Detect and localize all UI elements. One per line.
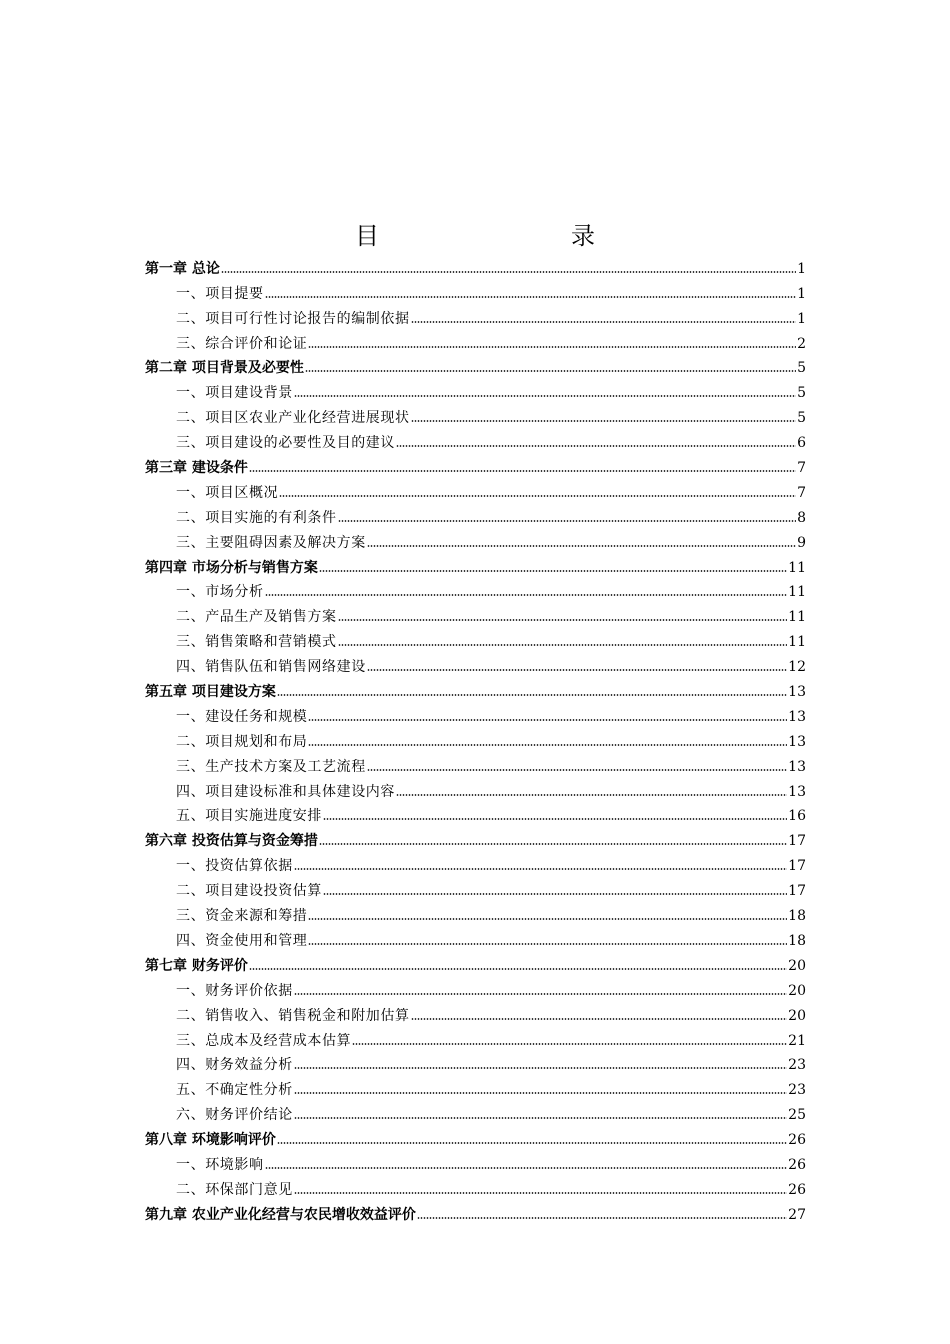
- toc-entry-label: 二、项目区农业产业化经营进展现状: [176, 410, 410, 427]
- toc-entry-label: 一、项目提要: [176, 285, 264, 302]
- toc-entry-label: 第八章 环境影响评价: [145, 1132, 276, 1149]
- toc-page-number: 13: [788, 758, 806, 775]
- dot-leader: [294, 394, 796, 398]
- toc-entry-label: 三、生产技术方案及工艺流程: [176, 758, 366, 775]
- toc-page-number: 6: [797, 435, 806, 452]
- toc-section-entry[interactable]: [145, 751, 806, 776]
- dot-leader: [338, 519, 796, 523]
- toc-section-entry[interactable]: [145, 850, 806, 875]
- toc-section-entry[interactable]: [145, 900, 806, 925]
- toc-section-entry[interactable]: [145, 328, 806, 353]
- dot-leader: [367, 668, 787, 672]
- toc-entry-label: 二、环保部门意见: [176, 1181, 293, 1198]
- toc-chapter-entry[interactable]: [145, 253, 806, 278]
- toc-page-number: 17: [788, 858, 806, 875]
- toc-section-entry[interactable]: [145, 527, 806, 552]
- toc-entry-label: 三、总成本及经营成本估算: [176, 1032, 352, 1049]
- toc-entry-label: 一、环境影响: [176, 1156, 264, 1173]
- dot-leader: [352, 1042, 787, 1046]
- toc-page-number: 13: [788, 684, 806, 701]
- toc-entry-label: 二、项目实施的有利条件: [176, 509, 337, 526]
- toc-section-entry[interactable]: [145, 577, 806, 602]
- toc-entry-label: 第五章 项目建设方案: [145, 684, 276, 701]
- toc-page-number: 27: [788, 1206, 806, 1223]
- toc-page-number: 1: [797, 260, 806, 277]
- dot-leader: [323, 817, 787, 821]
- toc-page-number: 17: [788, 833, 806, 850]
- toc-page-number: 25: [788, 1107, 806, 1124]
- dot-leader: [411, 320, 796, 324]
- toc-entry-label: 第四章 市场分析与销售方案: [145, 559, 318, 576]
- toc-entry-label: 四、销售队伍和销售网络建设: [176, 659, 366, 676]
- dot-leader: [396, 444, 796, 448]
- toc-entry-label: 第三章 建设条件: [145, 460, 248, 477]
- toc-section-entry[interactable]: [145, 875, 806, 900]
- toc-entry-label: 三、综合评价和论证: [176, 335, 308, 352]
- toc-entry-label: 一、市场分析: [176, 584, 264, 601]
- toc-chapter-entry[interactable]: [145, 452, 806, 477]
- toc-page-number: 1: [797, 285, 806, 302]
- toc-entry-label: 二、项目规划和布局: [176, 733, 308, 750]
- toc-page-number: 18: [788, 908, 806, 925]
- toc-chapter-entry[interactable]: [145, 552, 806, 577]
- toc-section-entry[interactable]: [145, 626, 806, 651]
- toc-entry-label: 一、项目建设背景: [176, 385, 293, 402]
- toc-page-number: 11: [788, 609, 806, 626]
- toc-chapter-entry[interactable]: [145, 950, 806, 975]
- dot-leader: [308, 718, 787, 722]
- dot-leader: [249, 967, 787, 971]
- dot-leader: [308, 942, 787, 946]
- dot-leader: [411, 419, 796, 423]
- dot-leader: [265, 1166, 788, 1170]
- toc-entry-label: 一、项目区概况: [176, 484, 279, 501]
- toc-entry-label: 第二章 项目背景及必要性: [145, 360, 304, 377]
- toc-chapter-entry[interactable]: [145, 825, 806, 850]
- dot-leader: [338, 618, 788, 622]
- dot-leader: [265, 295, 796, 299]
- toc-section-entry[interactable]: [145, 278, 806, 303]
- toc-page-number: 1: [797, 310, 806, 327]
- toc-chapter-entry[interactable]: [145, 1199, 806, 1224]
- toc-page-number: 16: [788, 808, 806, 825]
- dot-leader: [277, 693, 787, 697]
- toc-entry-label: 第一章 总论: [145, 260, 220, 277]
- dot-leader: [417, 1216, 787, 1220]
- toc-page-number: 8: [797, 509, 806, 526]
- toc-page-number: 2: [797, 335, 806, 352]
- dot-leader: [411, 1017, 788, 1021]
- toc-entry-label: 三、项目建设的必要性及目的建议: [176, 435, 395, 452]
- toc-entry-label: 一、财务评价依据: [176, 982, 293, 999]
- toc-title: 目 录: [355, 222, 643, 250]
- toc-section-entry[interactable]: [145, 402, 806, 427]
- toc-section-entry[interactable]: [145, 502, 806, 527]
- toc-section-entry[interactable]: [145, 925, 806, 950]
- toc-section-entry[interactable]: [145, 701, 806, 726]
- dot-leader: [367, 544, 796, 548]
- toc-entry-label: 一、投资估算依据: [176, 858, 293, 875]
- dot-leader: [367, 768, 787, 772]
- toc-entry-label: 三、销售策略和营销模式: [176, 634, 337, 651]
- toc-page-number: 13: [788, 733, 806, 750]
- toc-page-number: 23: [788, 1082, 806, 1099]
- toc-entry-label: 第六章 投资估算与资金筹措: [145, 833, 318, 850]
- dot-leader: [308, 743, 787, 747]
- toc-entry-label: 二、产品生产及销售方案: [176, 609, 337, 626]
- toc-page-number: 23: [788, 1057, 806, 1074]
- toc-page-number: 17: [788, 883, 806, 900]
- toc-section-entry[interactable]: [145, 776, 806, 801]
- dot-leader: [249, 469, 796, 473]
- toc-list: [145, 253, 806, 1224]
- toc-page-number: 5: [797, 360, 806, 377]
- toc-section-entry[interactable]: [145, 975, 806, 1000]
- toc-entry-label: 五、项目实施进度安排: [176, 808, 322, 825]
- toc-section-entry[interactable]: [145, 1149, 806, 1174]
- dot-leader: [294, 867, 787, 871]
- dot-leader: [221, 270, 796, 274]
- toc-page-number: 11: [788, 584, 806, 601]
- dot-leader: [396, 793, 787, 797]
- dot-leader: [294, 1116, 787, 1120]
- toc-page-number: 26: [788, 1132, 806, 1149]
- toc-page-number: 5: [797, 410, 806, 427]
- toc-page-number: 13: [788, 783, 806, 800]
- dot-leader: [308, 917, 787, 921]
- dot-leader: [338, 643, 788, 647]
- toc-entry-label: 五、不确定性分析: [176, 1082, 293, 1099]
- toc-page-number: 7: [797, 484, 806, 501]
- dot-leader: [305, 369, 796, 373]
- toc-page-number: 26: [788, 1156, 806, 1173]
- toc-chapter-entry[interactable]: [145, 1124, 806, 1149]
- toc-entry-label: 第七章 财务评价: [145, 957, 248, 974]
- dot-leader: [319, 842, 787, 846]
- toc-section-entry[interactable]: [145, 601, 806, 626]
- toc-entry-label: 四、财务效益分析: [176, 1057, 293, 1074]
- toc-page-number: 20: [788, 957, 806, 974]
- toc-section-entry[interactable]: [145, 477, 806, 502]
- toc-page-number: 5: [797, 385, 806, 402]
- toc-entry-label: 六、财务评价结论: [176, 1107, 293, 1124]
- toc-page-number: 13: [788, 708, 806, 725]
- toc-page-number: 20: [788, 982, 806, 999]
- toc-section-entry[interactable]: [145, 377, 806, 402]
- toc-section-entry[interactable]: [145, 1074, 806, 1099]
- toc-page-number: 21: [788, 1032, 806, 1049]
- dot-leader: [294, 1091, 787, 1095]
- toc-section-entry[interactable]: [145, 726, 806, 751]
- toc-section-entry[interactable]: [145, 303, 806, 328]
- toc-chapter-entry[interactable]: [145, 353, 806, 378]
- toc-page-number: 20: [788, 1007, 806, 1024]
- toc-entry-label: 四、项目建设标准和具体建设内容: [176, 783, 395, 800]
- toc-page-number: 11: [788, 634, 806, 651]
- toc-section-entry[interactable]: [145, 1174, 806, 1199]
- toc-section-entry[interactable]: [145, 1099, 806, 1124]
- toc-entry-label: 三、主要阻碍因素及解决方案: [176, 534, 366, 551]
- toc-entry-label: 四、资金使用和管理: [176, 932, 308, 949]
- toc-section-entry[interactable]: [145, 651, 806, 676]
- toc-entry-label: 第九章 农业产业化经营与农民增收效益评价: [145, 1206, 416, 1223]
- dot-leader: [294, 1066, 787, 1070]
- dot-leader: [265, 593, 788, 597]
- toc-entry-label: 一、建设任务和规模: [176, 708, 308, 725]
- toc-page-number: 9: [797, 534, 806, 551]
- toc-entry-label: 二、项目建设投资估算: [176, 883, 322, 900]
- dot-leader: [277, 1141, 787, 1145]
- dot-leader: [308, 345, 796, 349]
- toc-entry-label: 三、资金来源和筹措: [176, 908, 308, 925]
- toc-section-entry[interactable]: [145, 1050, 806, 1075]
- dot-leader: [319, 569, 787, 573]
- toc-page-number: 12: [788, 659, 806, 676]
- toc-entry-label: 二、销售收入、销售税金和附加估算: [176, 1007, 410, 1024]
- toc-section-entry[interactable]: [145, 801, 806, 826]
- toc-section-entry[interactable]: [145, 1025, 806, 1050]
- dot-leader: [294, 992, 787, 996]
- toc-chapter-entry[interactable]: [145, 676, 806, 701]
- toc-page-number: 7: [797, 460, 806, 477]
- toc-section-entry[interactable]: [145, 427, 806, 452]
- toc-page-number: 18: [788, 932, 806, 949]
- toc-entry-label: 二、项目可行性讨论报告的编制依据: [176, 310, 410, 327]
- toc-page-number: 11: [788, 559, 806, 576]
- dot-leader: [294, 1191, 787, 1195]
- dot-leader: [279, 494, 796, 498]
- toc-page-number: 26: [788, 1181, 806, 1198]
- dot-leader: [323, 892, 787, 896]
- toc-section-entry[interactable]: [145, 1000, 806, 1025]
